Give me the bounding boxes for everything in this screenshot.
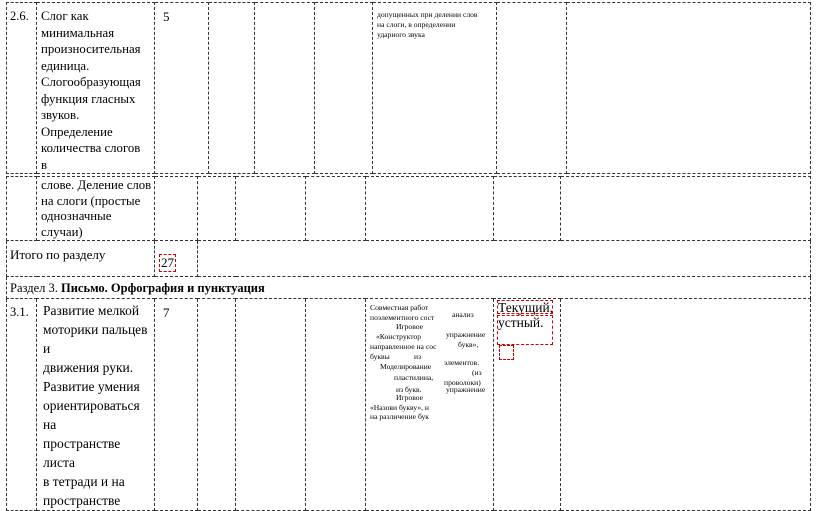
topic-line: Слог как <box>41 9 89 23</box>
section-row <box>7 277 811 299</box>
empty-cell <box>236 299 306 511</box>
table-row <box>7 3 811 174</box>
empty-cell <box>236 177 306 241</box>
total-value: 27 <box>161 255 174 270</box>
activity-text: пластилина, <box>394 373 434 382</box>
section-prefix: Раздел 3. <box>10 281 61 295</box>
empty-cell <box>306 299 366 511</box>
topic-line: моторики пальцев и <box>43 322 148 356</box>
topic-line: на слоги (простые <box>41 193 141 208</box>
table-part-2 <box>6 176 811 511</box>
empty-cell <box>7 177 37 241</box>
topic-line: количества слогов <box>41 141 141 155</box>
activity-text: из <box>414 352 422 361</box>
section-header <box>7 277 811 299</box>
activity-text: букв», <box>458 340 479 349</box>
empty-cell <box>198 299 236 511</box>
row-number: 2.6. <box>7 3 37 174</box>
activity-text: направленное на сос <box>370 342 437 351</box>
activity-cell <box>373 3 497 174</box>
activity-text: «Назови букву», н <box>370 403 429 412</box>
topic-line: единица. <box>41 58 90 73</box>
activity-text: упражнение <box>446 385 486 394</box>
empty-cell <box>155 177 198 241</box>
empty-cell <box>494 177 561 241</box>
activity-text: анализ <box>452 310 474 319</box>
empty-cell <box>255 3 315 174</box>
activity-text: (из <box>472 368 482 377</box>
total-label: Итого по разделу <box>7 241 155 277</box>
empty-cell <box>209 3 255 174</box>
activity-line: на слоги, в определении <box>377 20 456 29</box>
empty-cell <box>315 3 373 174</box>
row-number: 3.1. <box>7 299 37 511</box>
activity-text: проволоки) <box>444 378 481 387</box>
topic-line: звуков. <box>41 108 80 122</box>
topic-line: в тетради и на <box>43 474 125 489</box>
total-cell <box>155 241 198 277</box>
control-cell <box>494 299 561 511</box>
activity-cell <box>366 299 494 511</box>
topic-line: ориентироваться на <box>43 398 140 432</box>
topic-line: произносительная <box>41 42 141 56</box>
empty-cell <box>567 3 811 174</box>
red-dashed-box <box>497 300 553 314</box>
activity-line: ударного звука <box>377 30 425 39</box>
table-row <box>7 177 811 241</box>
empty-cell <box>561 299 811 511</box>
activity-text: из букв. <box>396 385 422 394</box>
total-row <box>7 241 811 277</box>
activity-text: буквы <box>370 352 390 361</box>
empty-cell <box>306 177 366 241</box>
activity-text: Совместная работ <box>370 303 429 312</box>
red-dashed-box <box>499 345 514 360</box>
topic-line: движения руки. <box>43 360 134 375</box>
topic-line: функция гласных <box>41 91 136 106</box>
activity-text: упражнение <box>446 330 486 339</box>
topic-line: пространстве листа <box>43 436 121 470</box>
empty-cell <box>198 177 236 241</box>
topic-cell <box>37 177 155 241</box>
topic-line: слове. Деление слов <box>41 178 152 192</box>
section-title: Письмо. Орфография и пунктуация <box>60 281 265 295</box>
empty-cell <box>561 177 811 241</box>
topic-line: Слогообразующая <box>41 75 141 89</box>
activity-text: Игровое <box>396 322 423 331</box>
empty-cell <box>497 3 567 174</box>
topic-cell <box>37 299 155 511</box>
topic-cell <box>37 3 155 174</box>
activity-text: Моделирование <box>380 362 432 371</box>
topic-line: Развитие мелкой <box>43 303 140 318</box>
table-row <box>7 299 811 511</box>
control-line: Текущий, <box>498 300 554 315</box>
activity-text: Игровое <box>396 393 423 402</box>
hours-cell: 5 <box>155 3 209 174</box>
empty-cell <box>366 177 494 241</box>
activity-text: на различение бук <box>370 412 429 421</box>
activity-line: допущенных при делении слов <box>377 10 478 19</box>
topic-line: в <box>41 157 48 172</box>
topic-line: однозначные <box>41 209 112 223</box>
control-line: устный. <box>498 315 544 330</box>
empty-cell <box>198 241 811 277</box>
activity-text: «Конструктор <box>376 332 422 341</box>
topic-line: пространстве <box>43 493 121 508</box>
red-dashed-box <box>497 315 553 345</box>
hours-cell: 7 <box>155 299 198 511</box>
topic-line: Развитие умения <box>43 379 140 394</box>
topic-line: Определение <box>41 124 113 139</box>
activity-text: поэлементного сост <box>370 313 435 322</box>
table-part-1 <box>6 2 811 174</box>
topic-line: случаи) <box>41 224 83 239</box>
topic-line: минимальная <box>41 25 115 40</box>
activity-text: элементов. <box>444 358 480 367</box>
